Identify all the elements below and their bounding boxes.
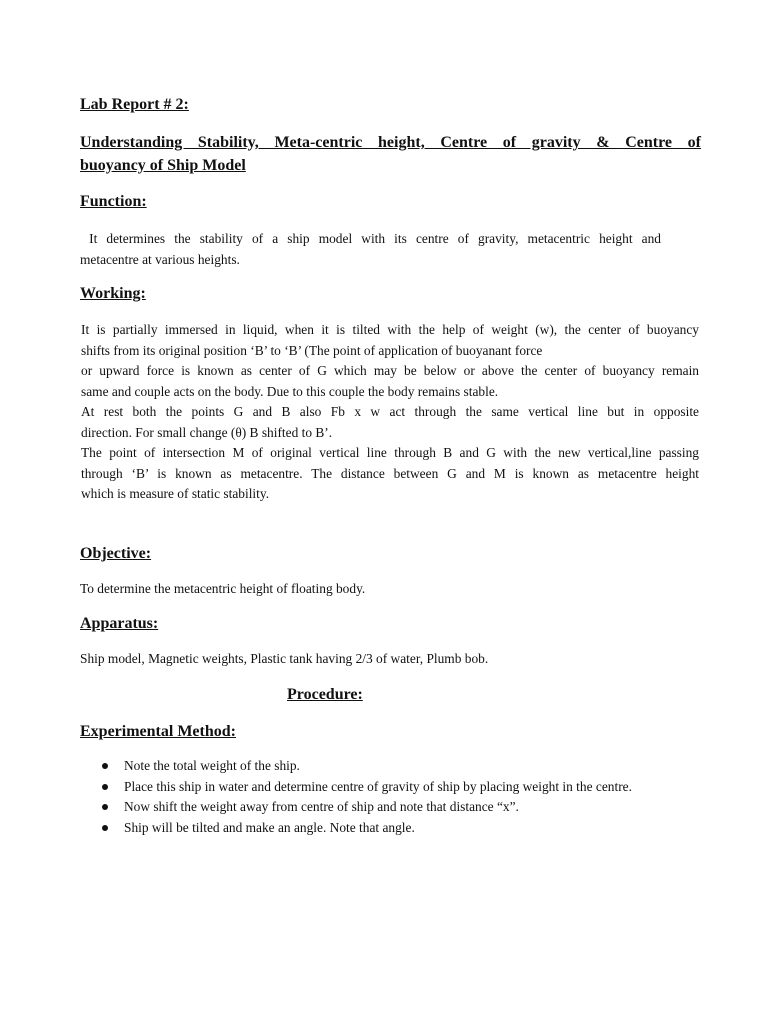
list-item-text: Now shift the weight away from centre of ship and note that distance “x”. <box>124 799 519 814</box>
list-item-text: Ship will be tilted and make an angle. Note that angle. <box>124 819 415 835</box>
working-line: same and couple acts on the body. Due to this couple the body remains stable. <box>81 383 499 399</box>
list-item <box>80 797 680 818</box>
list-item <box>80 777 644 798</box>
working-line: through ‘B’ is known as metacentre. The distance between G and M is known as metacentre height <box>81 465 699 481</box>
function-line: It determines the stability of a ship model with its centre of gravity, metacentric height and <box>80 231 661 246</box>
working-line: direction. For small change (θ) B shifted to B’. <box>81 424 333 440</box>
list-item-text: Note the total weight of the ship. <box>124 758 300 773</box>
list-item <box>80 818 680 839</box>
experimental-method-list <box>80 756 680 838</box>
bullet-icon <box>102 825 108 831</box>
experimental-method-heading: Experimental Method: <box>80 723 236 740</box>
report-title-line-1: Understanding Stability, Meta-centric height, Centre of gravity & Centre of <box>80 134 701 151</box>
apparatus-heading: Apparatus: <box>80 615 159 632</box>
bullet-icon <box>102 804 108 810</box>
working-line: At rest both the points G and B also Fb x w act through the same vertical line but in opposite <box>81 404 699 419</box>
working-line: shifts from its original position ‘B’ to ‘B’ (The point of application of buoyanant force <box>81 342 543 358</box>
working-line: which is measure of static stability. <box>81 486 270 501</box>
objective-heading: Objective: <box>80 545 152 562</box>
function-heading: Function: <box>80 193 147 210</box>
report-title-line-2: buoyancy of Ship Model <box>80 157 246 174</box>
bullet-icon <box>102 763 108 769</box>
bullet-icon <box>102 784 108 790</box>
function-paragraph <box>80 229 661 270</box>
apparatus-text: Ship model, Magnetic weights, Plastic tank having 2/3 of water, Plumb bob. <box>80 651 489 666</box>
working-line: The point of intersection M of original vertical line through B and G with the new vertical,line passing <box>81 445 699 460</box>
list-item <box>80 756 680 777</box>
working-heading: Working: <box>80 285 146 302</box>
list-item-text: Place this ship in water and determine centre of gravity of ship by placing weight in the centre. <box>124 778 632 794</box>
report-label: Lab Report # 2: <box>80 96 189 113</box>
working-line: It is partially immersed in liquid, when it is tilted with the help of weight (w), the center of buoyancy <box>81 322 699 337</box>
working-paragraph <box>81 320 699 505</box>
function-line: metacentre at various heights. <box>80 251 240 267</box>
objective-text: To determine the metacentric height of floating body. <box>80 581 366 596</box>
procedure-heading: Procedure: <box>287 686 363 703</box>
working-line: or upward force is known as center of G which may be below or above the center of buoyancy remain <box>81 363 699 378</box>
